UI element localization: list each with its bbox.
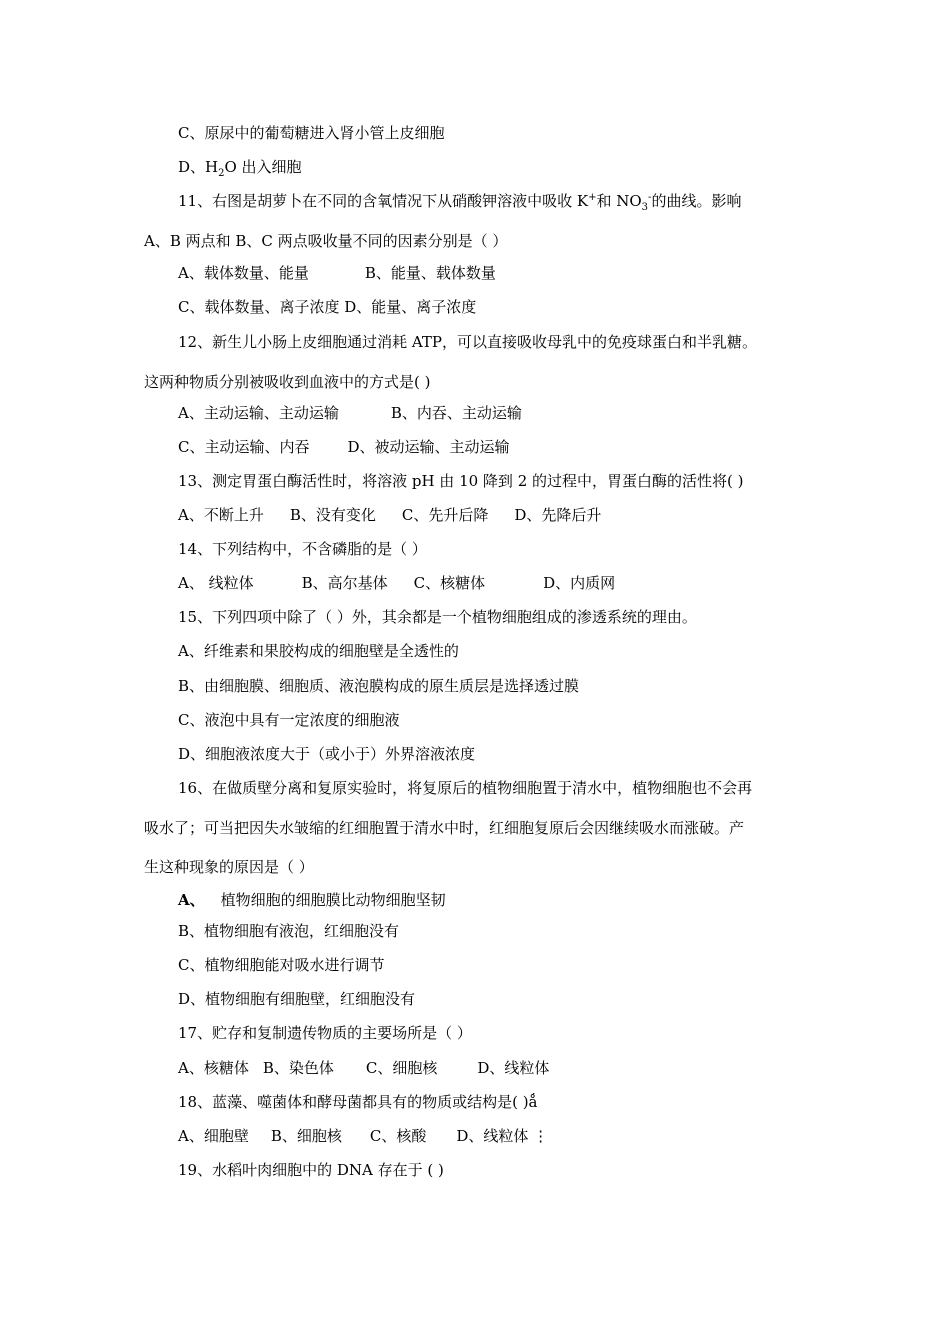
q17-option-a: A、核糖体 — [178, 1059, 249, 1077]
q13-option-d: D、先降后升 — [514, 506, 602, 524]
q11-option-a: A、载体数量、能量 — [178, 264, 309, 282]
question-17: 17、贮存和复制遗传物质的主要场所是（ ） — [178, 1024, 472, 1042]
q12-option-a: A、主动运输、主动运输 — [178, 404, 339, 422]
q11-post: 的曲线。影响 — [651, 192, 742, 210]
q14-option-d: D、内质网 — [543, 574, 616, 592]
q10d-pre: D、H — [178, 158, 219, 176]
q18-option-a: A、细胞壁 — [178, 1127, 249, 1145]
q15-option-d: D、细胞液浓度大于（或小于）外界溶液浓度 — [178, 745, 476, 763]
q14-option-a: A、 线粒体 — [178, 574, 254, 592]
question-12-continued: 这两种物质分别被吸收到血液中的方式是( ) — [144, 373, 431, 391]
q18-option-d: D、线粒体 ⋮ — [456, 1127, 549, 1145]
question-19: 19、水稻叶肉细胞中的 DNA 存在于 ( ) — [178, 1161, 444, 1179]
q10-option-d — [178, 157, 302, 177]
q17-option-d: D、线粒体 — [477, 1059, 550, 1077]
q13-options — [178, 505, 601, 525]
q16-option-b: B、植物细胞有液泡，红细胞没有 — [178, 922, 400, 940]
q13-option-a: A、不断上升 — [178, 506, 264, 524]
q11-option-b: B、能量、载体数量 — [364, 264, 496, 282]
q18-options — [178, 1126, 548, 1146]
q12-options-ab — [178, 403, 522, 423]
q16-option-a-label: A、 — [178, 891, 205, 909]
q11-pre: 11、右图是胡萝卜在不同的含氧情况下从硝酸钾溶液中吸收 K — [178, 192, 589, 210]
q11-mid: 和 NO — [596, 192, 642, 210]
question-13: 13、测定胃蛋白酶活性时，将溶液 pH 由 10 降到 2 的过程中，胃蛋白酶的活性将( ) — [178, 472, 744, 490]
q11-options-cd: C、载体数量、离子浓度 D、能量、离子浓度 — [178, 298, 477, 316]
q17-options — [178, 1058, 549, 1078]
q18-option-b: B、细胞核 — [270, 1127, 342, 1145]
q11-superscript-plus: + — [588, 192, 597, 203]
q10d-subscript: 2 — [218, 168, 225, 179]
q10-option-c: C、原尿中的葡萄糖进入肾小管上皮细胞 — [178, 124, 445, 142]
question-18: 18、蓝藻、噬菌体和酵母菌都具有的物质或结构是( )ǻ — [178, 1093, 538, 1111]
q17-option-b: B、染色体 — [262, 1059, 334, 1077]
q14-option-b: B、高尔基体 — [301, 574, 388, 592]
q12-option-b: B、内吞、主动运输 — [390, 404, 522, 422]
question-11-continued: A、B 两点和 B、C 两点吸收量不同的因素分别是（ ） — [144, 232, 508, 250]
q16-option-a-text: 植物细胞的细胞膜比动物细胞坚韧 — [220, 891, 446, 909]
q15-option-a: A、纤维素和果胶构成的细胞壁是全透性的 — [178, 642, 459, 660]
question-16-continued-2: 生这种现象的原因是（ ） — [144, 858, 314, 876]
question-16-continued-1: 吸水了；可当把因失水皱缩的红细胞置于清水中时，红细胞复原后会因继续吸水而涨破。产 — [144, 819, 745, 837]
q15-option-c: C、液泡中具有一定浓度的细胞液 — [178, 711, 400, 729]
q14-option-c: C、核糖体 — [413, 574, 486, 592]
q11-subscript: 3 — [641, 202, 649, 213]
q12-option-c: C、主动运输、内吞 — [178, 438, 310, 456]
q11-options-ab — [178, 263, 496, 283]
q16-option-d: D、植物细胞有细胞壁，红细胞没有 — [178, 990, 416, 1008]
q18-option-c: C、核酸 — [369, 1127, 427, 1145]
question-15: 15、下列四项中除了（ ）外，其余都是一个植物细胞组成的渗透系统的理由。 — [178, 608, 697, 626]
q16-option-c: C、植物细胞能对吸水进行调节 — [178, 956, 385, 974]
question-14: 14、下列结构中，不含磷脂的是（ ） — [178, 540, 427, 558]
q11-superscript-minus: - — [648, 192, 652, 203]
q13-option-c: C、先升后降 — [401, 506, 489, 524]
q16-option-a — [178, 890, 446, 910]
q17-option-c: C、细胞核 — [365, 1059, 438, 1077]
q14-options — [178, 573, 615, 593]
question-12: 12、新生儿小肠上皮细胞通过消耗 ATP，可以直接吸收母乳中的免疫球蛋白和半乳糖。 — [178, 333, 757, 351]
question-16: 16、在做质壁分离和复原实验时，将复原后的植物细胞置于清水中，植物细胞也不会再 — [178, 779, 753, 797]
q13-option-b: B、没有变化 — [289, 506, 376, 524]
question-11 — [178, 191, 741, 211]
q10d-post: O 出入细胞 — [224, 158, 302, 176]
q15-option-b: B、由细胞膜、细胞质、液泡膜构成的原生质层是选择透过膜 — [178, 677, 580, 695]
q12-option-d: D、被动运输、主动运输 — [347, 438, 510, 456]
q12-options-cd — [178, 437, 510, 457]
